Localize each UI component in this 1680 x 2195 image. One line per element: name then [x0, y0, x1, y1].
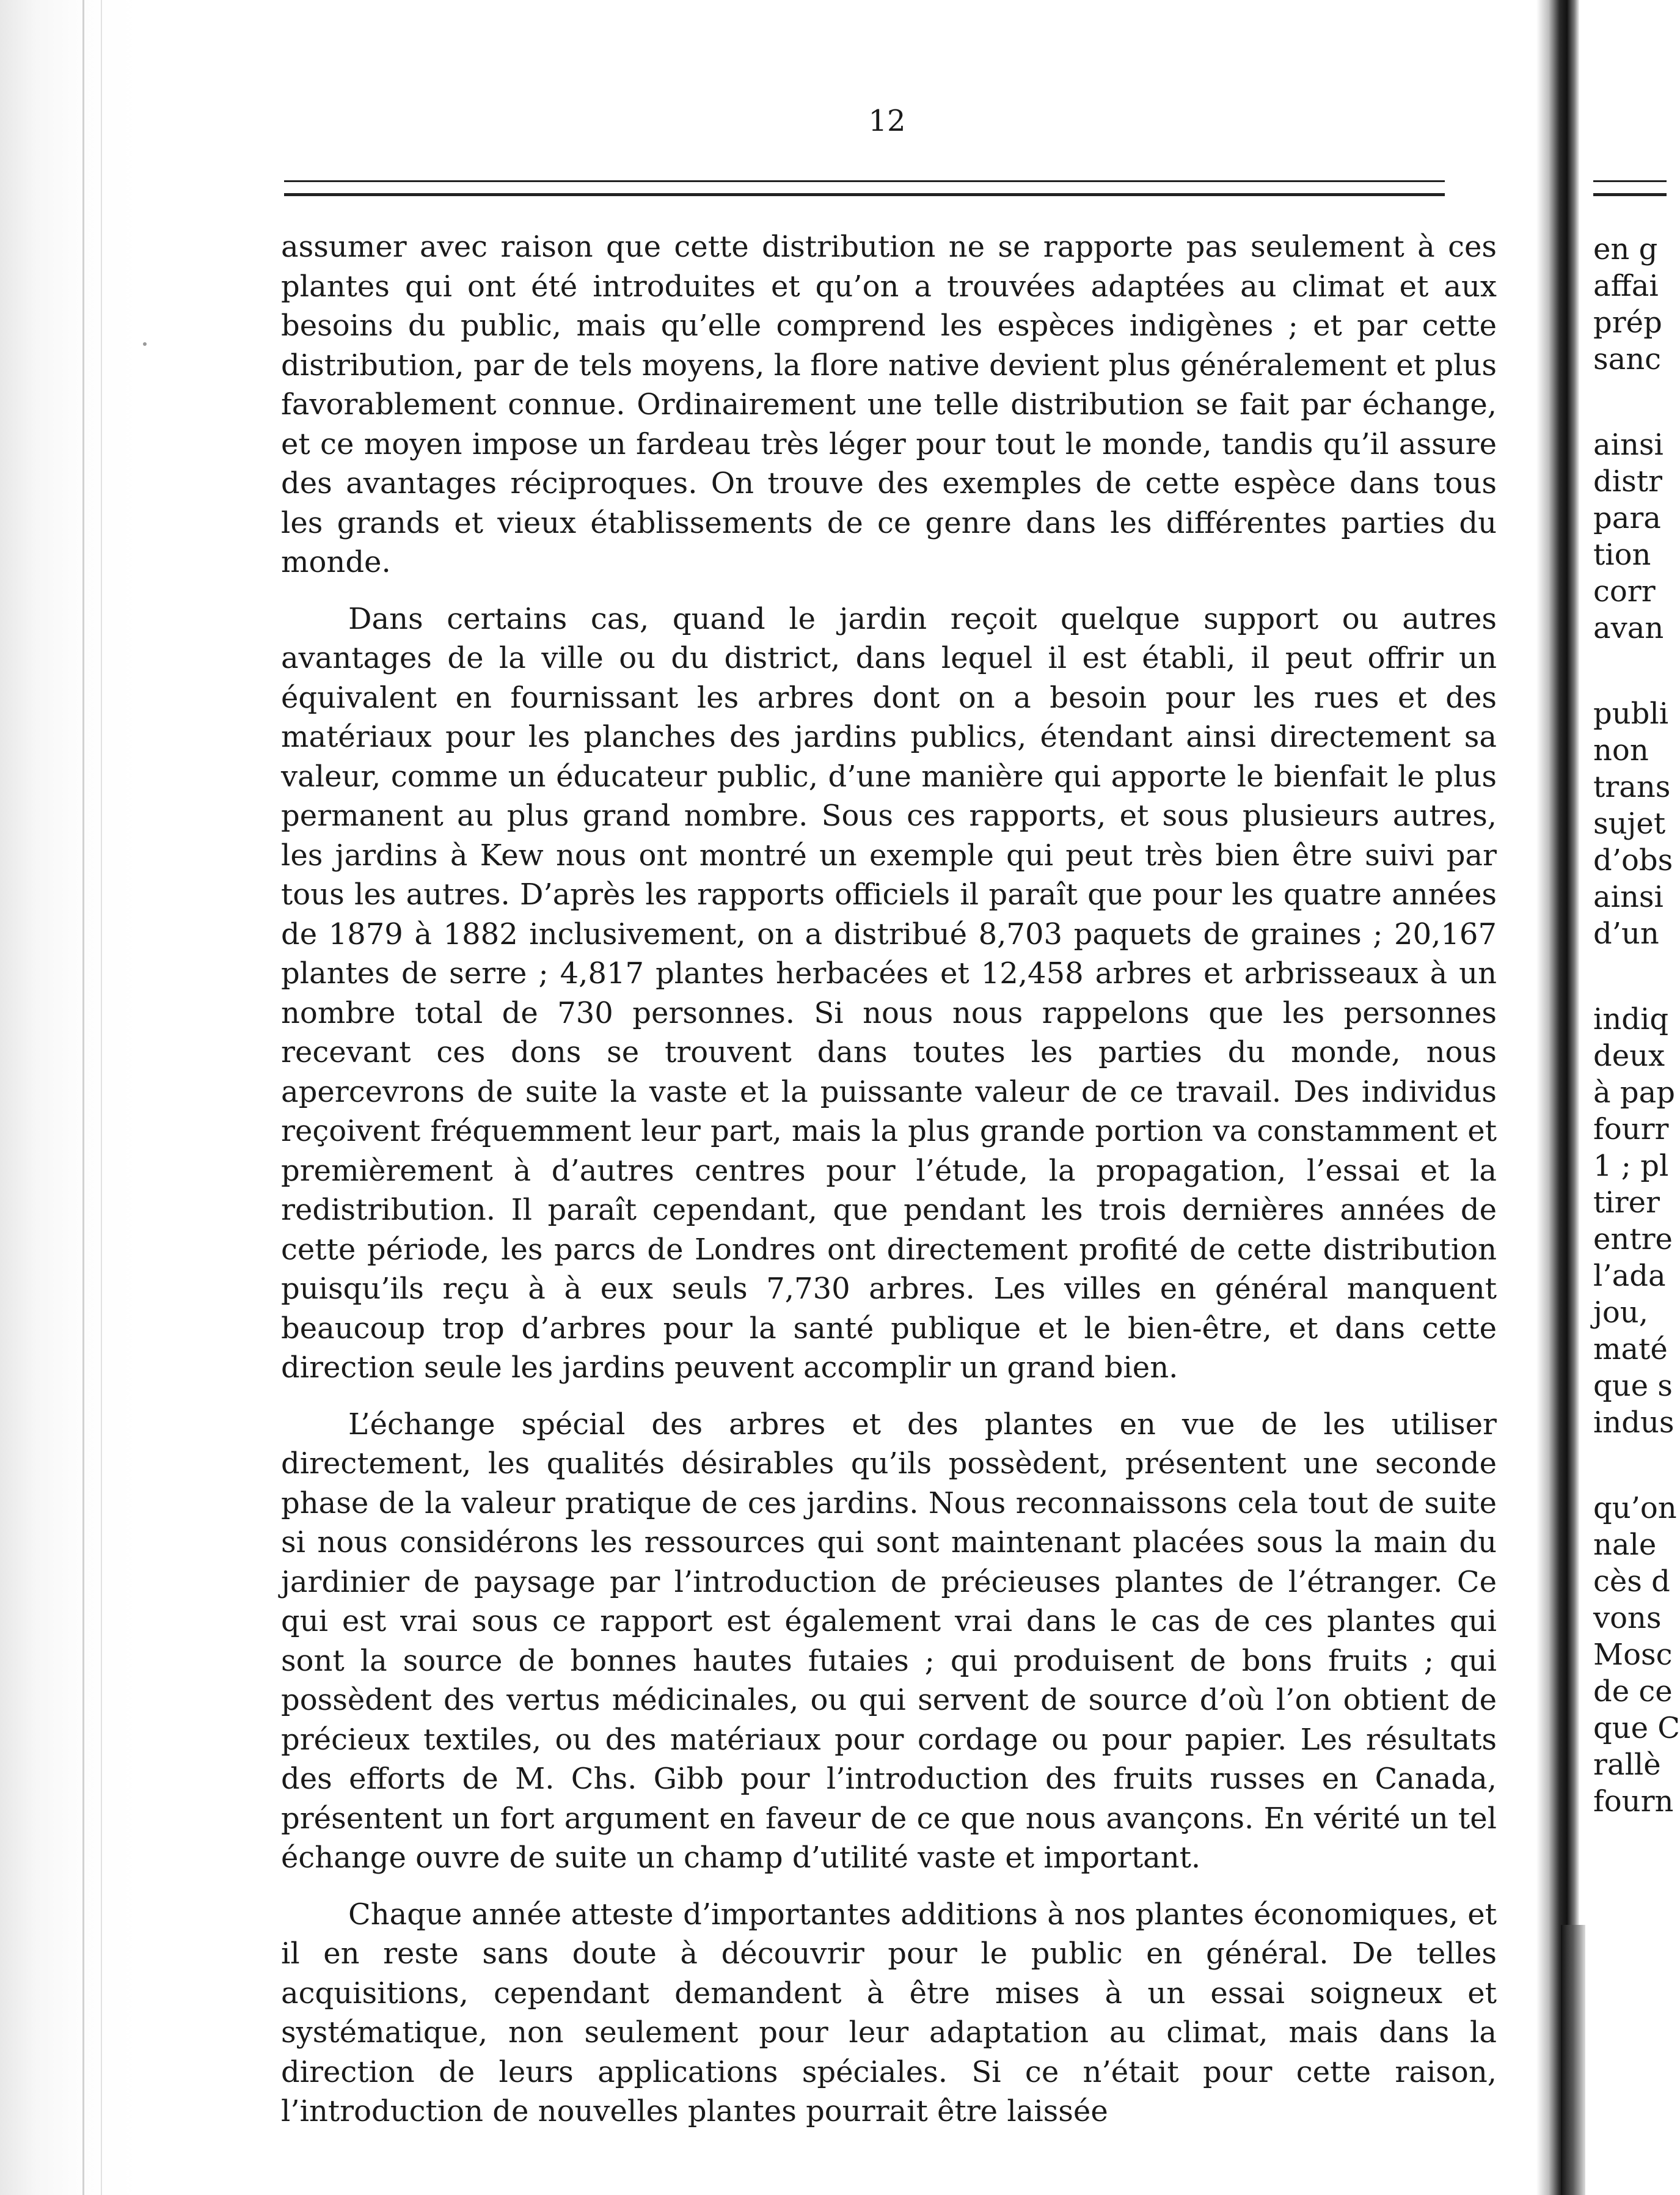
next-page-fragment: nale — [1593, 1528, 1657, 1562]
scan-left-edge — [0, 0, 141, 2195]
next-page-fragment: entre — [1593, 1222, 1673, 1256]
next-page-fragment: Mosc — [1593, 1638, 1673, 1672]
header-rule — [284, 180, 1445, 196]
next-page-fragment: publi — [1593, 697, 1669, 731]
paragraph-1: assumer avec raison que cette distribution ne se rapporte pas seulement à ces plantes qui ont été introduites et qu’on a trouvées adaptées au climat et aux besoins du public, mais qu’elle comprend les espèces indigènes ; et par cette distribution, par de tels moyens, la flore native devient plus généralement et plus favorablement connue. Ordinairement une telle distribution se fait par échange, et ce moyen impose un fardeau très léger pour tout le monde, tandis qu’il assure des avantages réciproques. On trouve des exemples de cette espèce dans tous les grands et vieux établissements de ce genre dans les différentes parties du monde. — [281, 230, 1497, 579]
next-page-fragment: non — [1593, 733, 1649, 768]
next-page-fragment: de ce — [1593, 1674, 1673, 1709]
next-page-fragment: jou, — [1593, 1295, 1648, 1330]
next-page-fragment: vons — [1593, 1601, 1662, 1635]
next-page-fragment: d’un — [1593, 917, 1659, 951]
next-page-fragment: trans — [1593, 770, 1671, 804]
main-text — [281, 227, 1497, 2149]
next-page-fragment: indus — [1593, 1405, 1675, 1440]
next-page-fragment: qu’on — [1593, 1491, 1677, 1525]
next-page-fragment: maté — [1593, 1332, 1668, 1366]
page-number: 12 — [868, 104, 906, 138]
next-page-fragment: en g — [1593, 232, 1658, 266]
paragraph-3: L’échange spécial des arbres et des plantes en vue de les utiliser directement, les qualités désirables qu’ils possèdent, présentent une seconde phase de la valeur pratique de ces jardins. Nous reconnaissons cela tout de suite si nous considérons les ressources qui sont maintenant placées sous la main du jardinier de paysage par l’introduction de précieuses plantes de l’étranger. Ce qui est vrai sous ce rapport est également vrai dans le cas de ces plantes qui sont la source de bonnes hautes futaies ; qui produisent de bons fruits ; qui possèdent des vertus médicinales, ou qui servent de source d’où l’on obtient de précieux textiles, ou des matériaux pour cordage ou pour papier. Les résultats des efforts de M. Chs. Gibb pour l’introduction des fruits russes en Canada, présentent un fort argument en faveur de ce que nous avançons. En vérité un tel échange ouvre de suite un champ d’utilité vaste et important. — [281, 1407, 1497, 1875]
book-gutter-curl — [1561, 1925, 1585, 2195]
next-page-rule — [1593, 180, 1667, 196]
next-page-fragment: indiq — [1593, 1002, 1669, 1036]
next-page-fragment: cès d — [1593, 1564, 1670, 1599]
scan-left-margin-line-2 — [101, 0, 102, 2195]
next-page-fragment: tirer — [1593, 1185, 1660, 1220]
next-page-fragment: para — [1593, 501, 1661, 535]
next-page-fragment: fourn — [1593, 1784, 1674, 1819]
scan-left-margin-line — [82, 0, 84, 2195]
next-page-fragment: sanc — [1593, 342, 1662, 376]
next-page-fragment: fourr — [1593, 1112, 1669, 1146]
next-page-fragment: affai — [1593, 269, 1659, 303]
book-gutter — [1536, 0, 1579, 2195]
next-page-fragment: l’ada — [1593, 1259, 1666, 1293]
next-page-fragment: distr — [1593, 464, 1662, 499]
next-page-fragment: tion — [1593, 538, 1651, 572]
next-page-fragment: que C — [1593, 1711, 1680, 1745]
next-page-fragment: d’obs — [1593, 843, 1673, 878]
next-page-fragment: ainsi — [1593, 428, 1664, 462]
speck — [143, 342, 147, 346]
next-page-edge — [1593, 0, 1680, 2195]
next-page-fragment: sujet — [1593, 807, 1666, 841]
next-page-fragment: ainsi — [1593, 880, 1664, 914]
next-page-fragment: que s — [1593, 1369, 1673, 1403]
next-page-fragment: rallè — [1593, 1748, 1661, 1782]
paragraph-2: Dans certains cas, quand le jardin reçoit quelque support ou autres avantages de la ville ou du district, dans lequel il est établi, il peut offrir un équivalent en fournissant les arbres dont on a besoin pour les rues et des matériaux pour les planches des jardins publics, étendant ainsi directement sa valeur, comme un éducateur public, d’une manière qui apporte le bienfait le plus permanent au plus grand nombre. Sous ces rapports, et sous plusieurs autres, les jardins à Kew nous ont montré un exemple qui peut très bien être suivi par tous les autres. D’après les rapports officiels il paraît que pour les quatre années de 1879 à 1882 inclusivement, on a distribué 8,703 paquets de graines ; 20,167 plantes de serre ; 4,817 plantes herbacées et 12,458 arbres et arbrisseaux à un nombre total de 730 personnes. Si nous nous rappelons que les personnes recevant ces dons se trouvent dans toutes les parties du monde, nous apercevrons de suite la vaste et la puissante valeur de ce travail. Des individus reçoivent fréquemment leur part, mais la plus grande portion va constamment et premièrement à d’autres centres pour l’étude, la propagation, l’essai et la redistribution. Il paraît cependant, que pendant les trois dernières années de cette période, les parcs de Londres ont directement profité de cette distribution puisqu’ils reçu à à eux seuls 7,730 arbres. Les villes en général manquent beaucoup trop d’arbres pour la santé publique et le bien-être, et dans cette direction seule les jardins peuvent accomplir un grand bien. — [281, 601, 1497, 1385]
next-page-fragment: deux — [1593, 1039, 1665, 1073]
next-page-fragment: corr — [1593, 574, 1656, 609]
next-page-fragment: à pap — [1593, 1076, 1675, 1110]
next-page-fragment: 1 ; pl — [1593, 1149, 1669, 1183]
paragraph-4: Chaque année atteste d’importantes additions à nos plantes économiques, et il en reste sans doute à découvrir pour le public en général. De telles acquisitions, cependant demandent à être mises à un essai soigneux et systématique, non seulement pour leur adaptation au climat, mais dans la direction de leurs applications spéciales. Si ce n’était pour cette raison, l’introduction de nouvelles plantes pourrait être laissée — [281, 1897, 1497, 2128]
next-page-fragment: avan — [1593, 611, 1664, 645]
next-page-fragment: prép — [1593, 306, 1662, 340]
